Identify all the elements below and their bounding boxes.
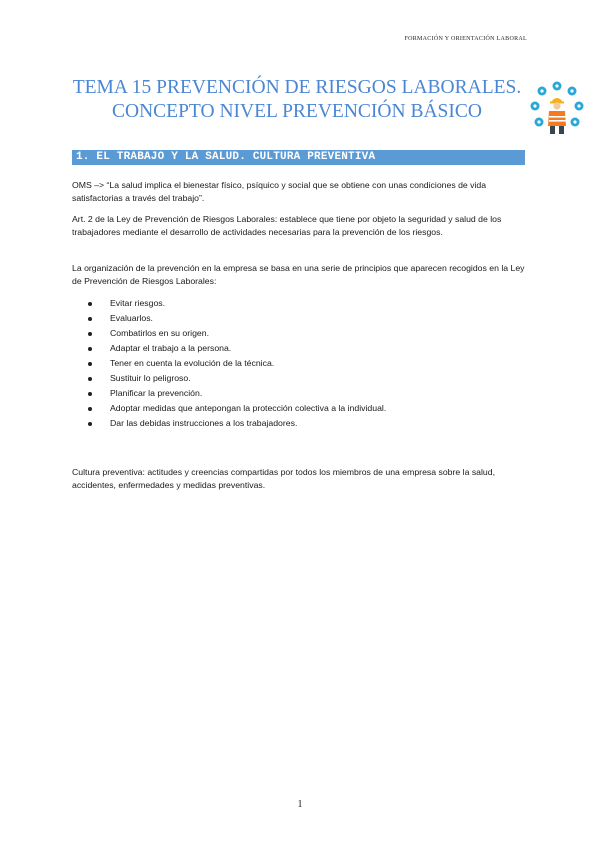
list-item: Adoptar medidas que antepongan la protección colectiva a la individual. — [88, 401, 386, 416]
paragraph-organizacion: La organización de la prevención en la empresa se basa en una serie de principios que aparecen recogidos en la Ley de Prevención de Riesgos Laborales: — [72, 263, 525, 286]
list-item: Combatirlos en su origen. — [88, 326, 386, 341]
section-heading — [72, 150, 525, 165]
bullet-icon — [88, 302, 92, 306]
page-number: 1 — [297, 799, 303, 810]
paragraph-oms: OMS –> “La salud implica el bienestar físico, psíquico y social que se obtiene con unas condiciones de vida satisfactorias a través del trabajo”. — [72, 180, 487, 203]
section-heading-text: 1. EL TRABAJO Y LA SALUD. CULTURA PREVENTIVA — [76, 151, 376, 163]
bullet-icon — [88, 407, 92, 411]
bullet-icon — [88, 347, 92, 351]
list-item: Tener en cuenta la evolución de la técnica. — [88, 356, 386, 371]
bullet-icon — [88, 362, 92, 366]
bullet-icon — [88, 317, 92, 321]
safety-worker-icon — [528, 80, 586, 138]
paragraph-cultura: Cultura preventiva: actitudes y creencias compartidas por todos los miembros de una empresa sobre la salud, accidentes, enfermedades y medidas preventivas. — [72, 467, 496, 490]
bullet-icon — [88, 332, 92, 336]
list-item: Evaluarlos. — [88, 311, 386, 326]
running-header: FORMACIÓN Y ORIENTACIÓN LABORAL — [404, 36, 527, 42]
title-line-1: TEMA 15 PREVENCIÓN DE RIESGOS LABORALES. — [72, 77, 522, 98]
title-line-2: CONCEPTO NIVEL PREVENCIÓN BÁSICO — [112, 101, 482, 122]
bullet-icon — [88, 392, 92, 396]
principles-list — [88, 296, 386, 431]
list-item: Adaptar el trabajo a la persona. — [88, 341, 386, 356]
list-item: Sustituir lo peligroso. — [88, 371, 386, 386]
list-item: Planificar la prevención. — [88, 386, 386, 401]
bullet-icon — [88, 422, 92, 426]
paragraph-art2: Art. 2 de la Ley de Prevención de Riesgos Laborales: establece que tiene por objeto la seguridad y salud de los trabajadores mediante el desarrollo de actividades necesarias para la prevención de los riesgos. — [72, 214, 502, 237]
list-item: Dar las debidas instrucciones a los trabajadores. — [88, 416, 386, 431]
list-item: Evitar riesgos. — [88, 296, 386, 311]
page-title — [72, 76, 522, 124]
bullet-icon — [88, 377, 92, 381]
